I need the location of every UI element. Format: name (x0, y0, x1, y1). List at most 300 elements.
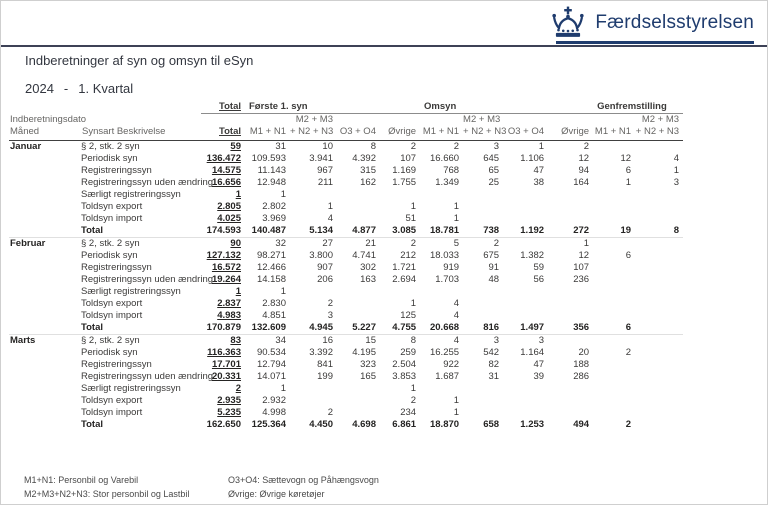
row-total-value: 174.593 (206, 224, 241, 236)
value-cell: 212 (400, 249, 417, 261)
value-cell (463, 395, 503, 407)
value-cell: 10 (322, 140, 333, 152)
value-cell: 163 (360, 273, 376, 285)
value-cell (635, 395, 683, 407)
logo-underline (556, 41, 754, 44)
value-cell: 675 (483, 249, 500, 261)
table-row (9, 201, 683, 213)
value-cell: 1 (453, 212, 460, 224)
value-cell (463, 189, 503, 201)
value-cell: 841 (317, 358, 333, 370)
month-label: Februar (9, 237, 81, 250)
value-cell: 18.781 (429, 224, 460, 236)
table-row (9, 262, 683, 274)
month-label (9, 262, 81, 274)
value-cell: 1.192 (520, 224, 545, 236)
value-cell: 1.755 (392, 176, 417, 188)
value-cell: 1.497 (520, 321, 545, 333)
synsart-label: Registreringssyn (81, 164, 152, 176)
synsart-label: Toldsyn import (81, 212, 143, 224)
value-cell: 4 (420, 334, 463, 347)
value-cell: 16.660 (429, 152, 460, 164)
value-cell: 3 (327, 309, 333, 321)
value-cell: 109.593 (251, 152, 286, 164)
value-cell: 15 (337, 334, 380, 347)
value-cell: 38 (533, 176, 545, 188)
subtitle-period: 1. Kvartal (78, 81, 134, 96)
month-label (9, 189, 81, 201)
value-cell: 272 (573, 224, 590, 236)
value-cell (593, 262, 635, 274)
value-cell: 6.861 (392, 418, 417, 430)
value-cell (548, 383, 593, 395)
value-cell (503, 189, 548, 201)
col-header-month: Indberetningsdato Måned (9, 113, 81, 140)
month-label (9, 250, 81, 262)
table-row (9, 165, 683, 177)
value-cell: 1.703 (435, 273, 460, 285)
value-cell: 12.948 (256, 176, 286, 188)
value-cell: 1 (453, 394, 460, 406)
row-total-value: 19.264 (211, 273, 241, 285)
agency-name: Færdselsstyrelsen (595, 12, 754, 33)
value-cell (593, 334, 635, 347)
value-cell: 2 (410, 140, 417, 152)
value-cell (593, 407, 635, 419)
table-row (9, 189, 683, 201)
value-cell: 2 (625, 346, 632, 358)
value-cell (337, 201, 380, 213)
value-cell: 2.694 (392, 273, 417, 285)
row-total-value: 14.575 (211, 164, 241, 176)
month-label (9, 213, 81, 225)
month-label (9, 274, 81, 286)
value-cell: 768 (443, 164, 460, 176)
value-cell (593, 213, 635, 225)
value-cell: 1.349 (435, 176, 460, 188)
table-row (9, 407, 683, 419)
value-cell: 5.134 (309, 224, 333, 236)
header-divider (1, 45, 768, 47)
value-cell: 494 (573, 418, 590, 430)
group-header-omsyn: Omsyn (420, 100, 593, 113)
value-cell (593, 371, 635, 383)
value-cell: 1 (410, 200, 417, 212)
month-label: Marts (9, 334, 81, 347)
value-cell: 206 (317, 273, 333, 285)
value-cell: 4.877 (352, 224, 376, 236)
value-cell: 16.255 (429, 346, 460, 358)
col-header-forste-m1n1: M1 + N1 (245, 113, 290, 140)
value-cell: 3 (493, 140, 500, 152)
table-row (9, 213, 683, 225)
value-cell: 5.227 (352, 321, 376, 333)
value-cell: 919 (443, 261, 460, 273)
value-cell (463, 298, 503, 310)
value-cell (380, 286, 420, 298)
synsart-label: Registreringssyn (81, 261, 152, 273)
table-body (9, 140, 683, 431)
table-row (9, 153, 683, 165)
agency-logo (549, 6, 754, 40)
synsart-label: Registreringssyn uden ændring (81, 176, 214, 188)
value-cell: 2 (583, 140, 590, 152)
row-total-value: 2.837 (217, 297, 241, 309)
value-cell (635, 371, 683, 383)
value-cell: 2.830 (262, 297, 286, 309)
value-cell (503, 286, 548, 298)
value-cell: 164 (573, 176, 590, 188)
table-row (9, 237, 683, 250)
synsart-label: Toldsyn export (81, 297, 143, 309)
value-cell (635, 250, 683, 262)
synsart-label: § 2, stk. 2 syn (81, 237, 201, 250)
month-label (9, 371, 81, 383)
value-cell: 39 (533, 370, 545, 382)
table-row (9, 383, 683, 395)
value-cell (463, 286, 503, 298)
value-cell: 5 (420, 237, 463, 250)
value-cell (337, 213, 380, 225)
value-cell: 125.364 (251, 418, 286, 430)
value-cell: 211 (317, 176, 333, 188)
value-cell: 98.271 (256, 249, 286, 261)
row-total-value: 4.025 (217, 212, 241, 224)
value-cell (635, 383, 683, 395)
synsart-label: Total (81, 224, 103, 236)
value-cell (420, 383, 463, 395)
value-cell: 738 (483, 224, 500, 236)
table-row (9, 359, 683, 371)
value-cell (290, 189, 337, 201)
value-cell (635, 359, 683, 371)
value-cell (548, 334, 593, 347)
row-total-value: 16.572 (211, 261, 241, 273)
value-cell: 967 (317, 164, 333, 176)
col-header-forste-ovrige: Øvrige (380, 113, 420, 140)
value-cell (380, 189, 420, 201)
table-row (9, 395, 683, 407)
value-cell: 59 (533, 261, 545, 273)
value-cell: 11.143 (257, 164, 286, 176)
value-cell: 4 (327, 212, 333, 224)
value-cell (635, 237, 683, 250)
synsart-label: § 2, stk. 2 syn (81, 334, 201, 347)
row-total-value: 83 (201, 334, 245, 347)
value-cell (548, 395, 593, 407)
table-row (9, 177, 683, 189)
value-cell: 18.870 (429, 418, 460, 430)
synsart-label: Toldsyn import (81, 309, 143, 321)
month-label (9, 177, 81, 189)
value-cell: 91 (488, 261, 500, 273)
value-cell: 94 (578, 164, 590, 176)
value-cell: 1 (453, 406, 460, 418)
value-cell: 1 (538, 140, 545, 152)
value-cell (503, 407, 548, 419)
value-cell (593, 201, 635, 213)
value-cell (337, 310, 380, 322)
value-cell: 1 (548, 237, 593, 250)
synsart-label: Særligt registreringssyn (81, 285, 181, 297)
value-cell: 1.164 (520, 346, 545, 358)
value-cell: 315 (360, 164, 376, 176)
value-cell: 47 (533, 358, 545, 370)
value-cell: 286 (573, 370, 590, 382)
value-cell (548, 189, 593, 201)
value-cell (593, 286, 635, 298)
value-cell: 2 (625, 418, 632, 430)
month-label (9, 383, 81, 395)
value-cell (635, 201, 683, 213)
value-cell (548, 201, 593, 213)
table-row (9, 347, 683, 359)
value-cell: 4.998 (262, 406, 286, 418)
value-cell (503, 201, 548, 213)
value-cell: 2 (327, 406, 333, 418)
month-label (9, 419, 81, 431)
value-cell: 4 (453, 309, 460, 321)
row-total-value: 2.935 (217, 394, 241, 406)
value-cell: 19 (620, 224, 632, 236)
value-cell: 21 (337, 237, 380, 250)
value-cell (503, 310, 548, 322)
table-row (9, 310, 683, 322)
row-total-value: 1 (235, 188, 241, 200)
value-cell (463, 213, 503, 225)
value-cell (503, 237, 548, 250)
row-total-value: 4.983 (217, 309, 241, 321)
value-cell (635, 407, 683, 419)
value-cell: 2.932 (262, 394, 286, 406)
month-total-row (9, 322, 683, 335)
value-cell (290, 383, 337, 395)
legend-left-column (24, 473, 189, 501)
value-cell: 12 (578, 249, 590, 261)
page-title: Indberetninger af syn og omsyn til eSyn (25, 53, 254, 68)
value-cell: 125 (400, 309, 417, 321)
value-cell: 3.392 (309, 346, 333, 358)
value-cell: 20 (578, 346, 590, 358)
value-cell (337, 189, 380, 201)
value-cell: 922 (443, 358, 460, 370)
row-total-value: 90 (201, 237, 245, 250)
value-cell: 3.969 (262, 212, 286, 224)
value-cell (593, 237, 635, 250)
value-cell (593, 189, 635, 201)
synsart-label: Periodisk syn (81, 152, 138, 164)
value-cell: 6 (625, 321, 632, 333)
month-label (9, 286, 81, 298)
value-cell: 259 (400, 346, 417, 358)
value-cell: 165 (360, 370, 376, 382)
value-cell: 51 (405, 212, 417, 224)
value-cell: 1.169 (392, 164, 417, 176)
value-cell: 31 (488, 370, 500, 382)
month-label (9, 395, 81, 407)
value-cell: 2.802 (262, 200, 286, 212)
value-cell (635, 140, 683, 153)
value-cell (593, 395, 635, 407)
value-cell: 140.487 (251, 224, 286, 236)
value-cell: 8 (673, 224, 680, 236)
row-total-value: 5.235 (217, 406, 241, 418)
value-cell: 12 (620, 152, 632, 164)
value-cell: 56 (533, 273, 545, 285)
col-header-forste-o3o4: O3 + O4 (337, 113, 380, 140)
value-cell: 356 (573, 321, 590, 333)
value-cell: 12.466 (256, 261, 286, 273)
row-total-value: 17.701 (211, 358, 241, 370)
value-cell (503, 298, 548, 310)
value-cell: 47 (533, 164, 545, 176)
value-cell (290, 286, 337, 298)
value-cell: 107 (573, 261, 590, 273)
month-label (9, 347, 81, 359)
group-header-spacer (9, 100, 201, 113)
value-cell: 27 (290, 237, 337, 250)
value-cell: 234 (400, 406, 417, 418)
value-cell: 20.668 (429, 321, 460, 333)
value-cell: 14.071 (256, 370, 286, 382)
month-label (9, 201, 81, 213)
table-row (9, 250, 683, 262)
synsart-label: Særligt registreringssyn (81, 382, 181, 394)
value-cell: 1 (673, 164, 680, 176)
value-cell: 3 (503, 334, 548, 347)
value-cell: 1 (327, 200, 333, 212)
value-cell: 1 (625, 176, 632, 188)
row-total-value: 162.650 (206, 418, 241, 430)
value-cell (593, 140, 635, 153)
subtitle-dash: - (63, 81, 69, 96)
value-cell: 4.741 (352, 249, 376, 261)
value-cell (635, 334, 683, 347)
value-cell: 107 (400, 152, 417, 164)
month-label (9, 225, 81, 238)
value-cell: 12.794 (256, 358, 286, 370)
row-total-value: 20.331 (211, 370, 241, 382)
month-label (9, 298, 81, 310)
value-cell: 16 (290, 334, 337, 347)
synsart-label: Særligt registreringssyn (81, 188, 181, 200)
value-cell (635, 274, 683, 286)
legend-m1n1: M1+N1: Personbil og Varebil (24, 475, 139, 485)
value-cell: 1 (453, 200, 460, 212)
month-total-row (9, 225, 683, 238)
value-cell: 3 (673, 176, 680, 188)
value-cell (635, 213, 683, 225)
month-label (9, 310, 81, 322)
value-cell: 199 (317, 370, 333, 382)
inspections-matrix-table (9, 100, 683, 431)
value-cell: 2 (380, 237, 420, 250)
value-cell (635, 189, 683, 201)
col-header-omsyn-m2m3: M2 + M3 + N2 + N3 (463, 113, 503, 140)
row-total-value: 2.805 (217, 200, 241, 212)
value-cell: 3 (463, 334, 503, 347)
value-cell: 12 (578, 152, 590, 164)
value-cell (463, 407, 503, 419)
value-cell: 32 (245, 237, 290, 250)
value-cell (635, 310, 683, 322)
row-total-value: 127.132 (206, 249, 241, 261)
synsart-label: Registreringssyn (81, 358, 152, 370)
value-cell: 4 (673, 152, 680, 164)
value-cell: 816 (483, 321, 500, 333)
value-cell: 1 (280, 285, 286, 297)
crown-icon (549, 6, 587, 40)
value-cell (337, 298, 380, 310)
value-cell: 8 (370, 140, 376, 152)
col-header-omsyn-m1n1: M1 + N1 (420, 113, 463, 140)
value-cell: 4.851 (262, 309, 286, 321)
value-cell (337, 407, 380, 419)
month-total-row (9, 419, 683, 431)
row-total-value: 116.363 (207, 346, 241, 358)
synsart-label: Registreringssyn uden ændring (81, 273, 214, 285)
group-header-genfremstilling: Genfremstilling (593, 100, 683, 113)
value-cell: 1 (410, 297, 417, 309)
table-row (9, 334, 683, 347)
row-total-value: 1 (235, 285, 241, 297)
value-cell: 6 (625, 164, 632, 176)
col-header-synsart: Synsart Beskrivelse (81, 113, 201, 140)
value-cell (548, 310, 593, 322)
value-cell: 3.800 (309, 249, 333, 261)
table-row (9, 298, 683, 310)
legend-right-column (228, 473, 379, 501)
synsart-label: Toldsyn import (81, 406, 143, 418)
value-cell (593, 383, 635, 395)
synsart-label: Toldsyn export (81, 200, 143, 212)
value-cell: 4.755 (392, 321, 417, 333)
value-cell: 90.534 (256, 346, 286, 358)
col-header-omsyn-o3o4: O3 + O4 (503, 113, 548, 140)
value-cell: 323 (360, 358, 376, 370)
value-cell (635, 347, 683, 359)
legend-ovrige: Øvrige: Øvrige køretøjer (228, 489, 325, 499)
value-cell (635, 286, 683, 298)
value-cell: 14.158 (256, 273, 286, 285)
value-cell (548, 286, 593, 298)
value-cell: 2 (410, 394, 417, 406)
month-label (9, 407, 81, 419)
table-row (9, 371, 683, 383)
value-cell: 658 (483, 418, 500, 430)
value-cell: 1 (410, 382, 417, 394)
col-header-genf-m1n1: M1 + N1 (593, 113, 635, 140)
value-cell: 4.392 (352, 152, 376, 164)
value-cell: 1.721 (392, 261, 417, 273)
value-cell: 162 (360, 176, 376, 188)
value-cell: 18.033 (429, 249, 460, 261)
row-total-value: 136.472 (206, 152, 241, 164)
value-cell (503, 213, 548, 225)
row-total-value: 59 (230, 140, 241, 152)
legend-m2m3n2n3: M2+M3+N2+N3: Stor personbil og Lastbil (24, 489, 190, 499)
value-cell (420, 189, 463, 201)
value-cell: 1.106 (520, 152, 545, 164)
value-cell (548, 213, 593, 225)
synsart-label: § 2, stk. 2 syn (81, 140, 140, 152)
synsart-label: Periodisk syn (81, 249, 138, 261)
value-cell: 82 (488, 358, 500, 370)
value-cell (635, 298, 683, 310)
value-cell: 3.941 (309, 152, 333, 164)
value-cell (463, 310, 503, 322)
month-label (9, 153, 81, 165)
